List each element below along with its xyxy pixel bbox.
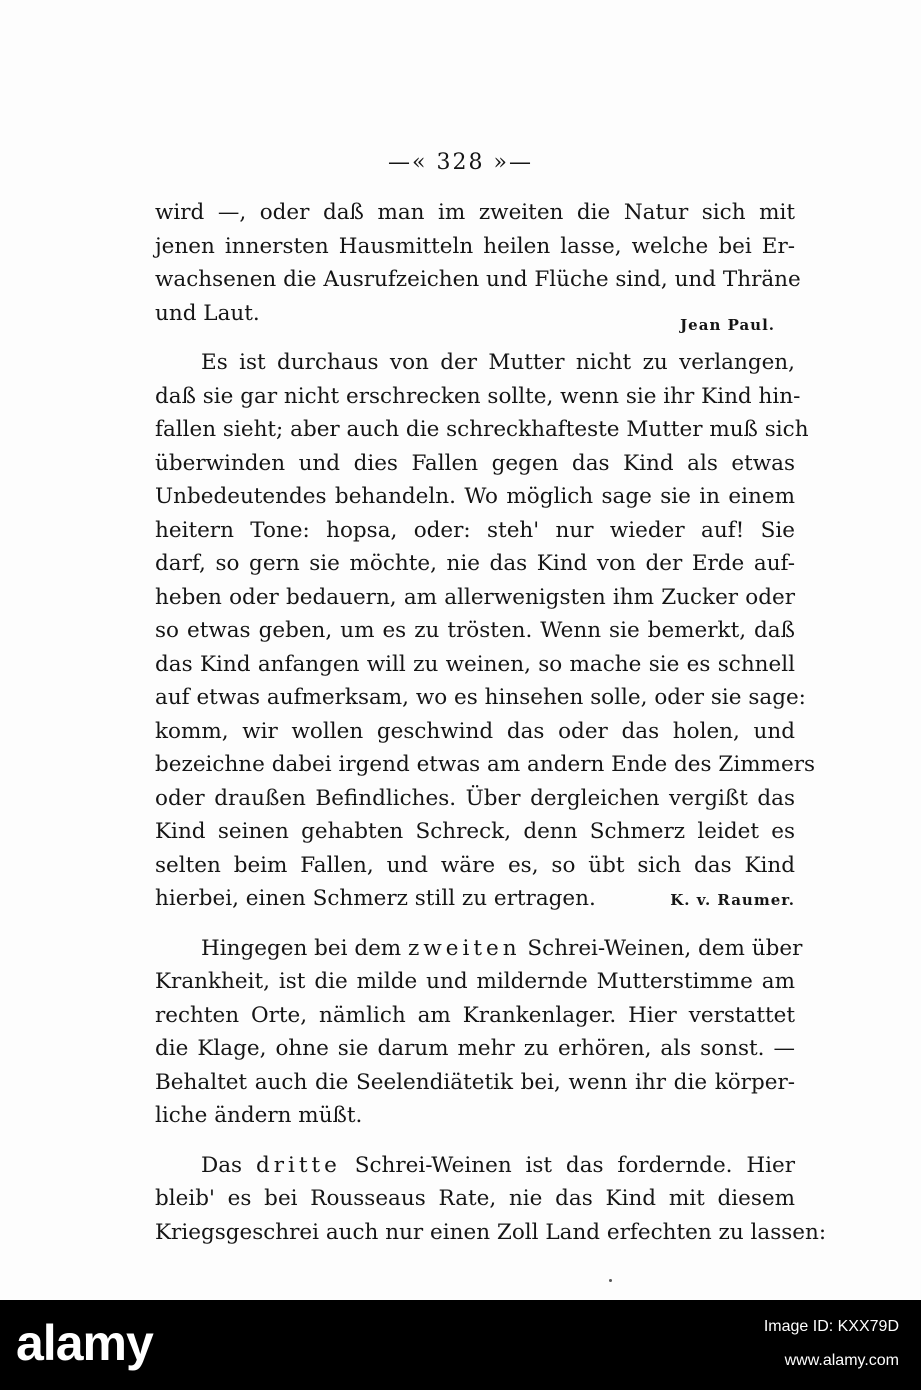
text-line: fallen sieht; aber auch die schreckhafteste Mutter muß sich — [155, 417, 809, 442]
text-line: die Klage, ohne sie darum mehr zu erhören, als sonst. — — [155, 1036, 795, 1061]
text-line: oder draußen Befindliches. Über dergleichen vergißt das — [155, 785, 795, 811]
text-line-with-attribution — [155, 882, 795, 916]
paragraph-1 — [155, 196, 801, 334]
text-line: darf, so gern sie möchte, nie das Kind von der Erde auf- — [155, 551, 795, 576]
text-line: rechten Orte, nämlich am Krankenlager. Hier verstattet — [155, 1002, 795, 1028]
emphasized-word: dritte — [255, 1152, 341, 1178]
text-line: Krankheit, ist die milde und mildernde Mutterstimme am — [155, 969, 795, 994]
text-line: heitern Tone: hopsa, oder: steh' nur wieder auf! Sie — [155, 517, 795, 543]
text-line: das Kind anfangen will zu weinen, so mache sie es schnell — [155, 651, 795, 677]
page-number-header: —« 328 »— — [388, 150, 533, 175]
body-text — [155, 196, 827, 1249]
watermark-url: www.alamy.com — [784, 1352, 899, 1369]
text-line: Behaltet auch die Seelendiätetik bei, wenn ihr die körper- — [155, 1069, 795, 1095]
text-line — [155, 1149, 795, 1183]
text-line: Kriegsgeschrei auch nur einen Zoll Land erfechten zu lassen: — [155, 1219, 827, 1245]
text-fragment: Hingegen bei dem — [201, 935, 409, 961]
text-line: auf etwas aufmerksam, wo es hinsehen solle, oder sie sage: — [155, 685, 806, 710]
watermark-footer — [0, 1300, 921, 1390]
text-fragment: Schrei-Weinen ist das fordernde. Hier — [340, 1152, 795, 1178]
image-id: Image ID: KXX79D — [763, 1318, 899, 1335]
text-line: hierbei, einen Schmerz still zu ertragen. — [155, 886, 596, 911]
text-line: Unbedeutendes behandeln. Wo möglich sage sie in einem — [155, 484, 795, 509]
text-line: bezeichne dabei irgend etwas am andern Ende des Zimmers — [155, 752, 816, 777]
alamy-logo: alamy — [16, 1315, 153, 1371]
text-fragment: Das — [201, 1152, 256, 1178]
paragraph-4 — [155, 1149, 827, 1250]
text-line: überwinden und dies Fallen gegen das Kind als etwas — [155, 450, 795, 476]
text-line: und Laut. — [155, 300, 260, 326]
print-speck — [609, 1279, 612, 1282]
text-line: wird —, oder daß man im zweiten die Natur sich mit — [155, 200, 795, 225]
paragraph-3 — [155, 932, 803, 1133]
text-line: selten beim Fallen, und wäre es, so übt sich das Kind — [155, 852, 795, 878]
text-line-with-attribution — [155, 297, 795, 334]
text-line: wachsenen die Ausrufzeichen und Flüche sind, und Thräne — [155, 267, 801, 292]
text-line: Es ist durchaus von der Mutter nicht zu verlangen, — [201, 350, 795, 375]
text-line: bleib' es bei Rousseaus Rate, nie das Kind mit diesem — [155, 1186, 795, 1211]
attribution-jean-paul: Jean Paul. — [680, 315, 775, 334]
text-line: komm, wir wollen geschwind das oder das holen, und — [155, 718, 795, 744]
text-line: Kind seinen gehabten Schreck, denn Schmerz leidet es — [155, 819, 795, 844]
text-line: daß sie gar nicht erschrecken sollte, wenn sie ihr Kind hin- — [155, 383, 801, 409]
text-line: so etwas geben, um es zu trösten. Wenn sie bemerkt, daß — [155, 618, 795, 643]
paragraph-2 — [155, 346, 816, 916]
text-line: heben oder bedauern, am allerwenigsten ihm Zucker oder — [155, 584, 795, 610]
attribution-raumer: K. v. Raumer. — [670, 891, 795, 909]
text-line: jenen innersten Hausmitteln heilen lasse, welche bei Er- — [155, 233, 795, 259]
text-line: liche ändern müßt. — [155, 1103, 363, 1128]
emphasized-word: zweiten — [408, 935, 521, 961]
text-line — [155, 932, 803, 966]
text-fragment: Schrei-Weinen, dem über — [520, 935, 803, 961]
